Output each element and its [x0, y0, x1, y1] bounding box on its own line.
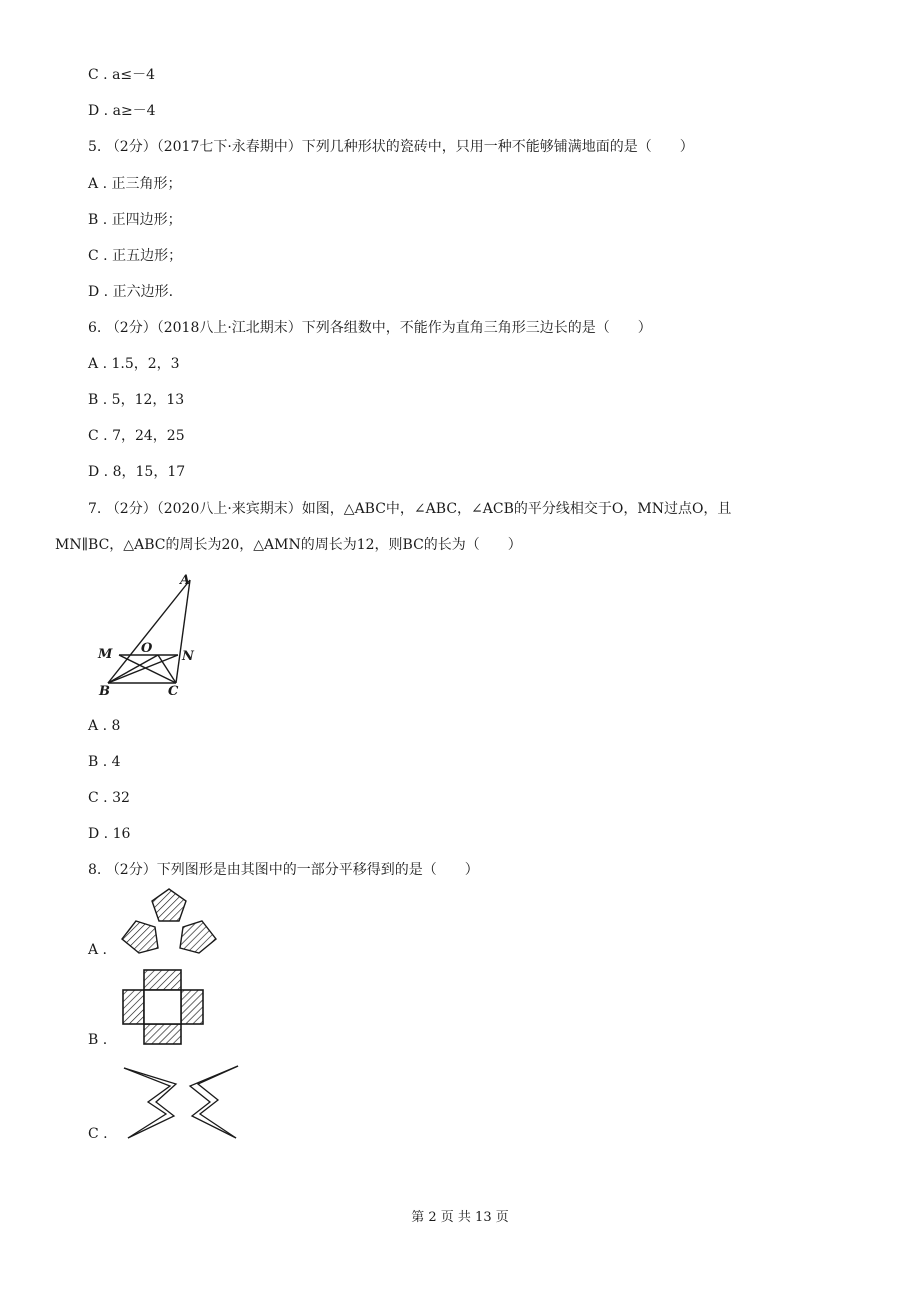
label-a: A — [180, 573, 191, 588]
q6-option-c: C . 7，24，25 — [88, 428, 185, 444]
q7-option-b: B . 4 — [88, 754, 121, 770]
q6-option-a: A . 1.5，2，3 — [88, 356, 180, 372]
question-8-stem: 8. （2分）下列图形是由其图中的一部分平移得到的是（ ） — [88, 862, 479, 878]
label-o: O — [141, 641, 153, 656]
q8-option-a: A . — [88, 942, 108, 958]
q8-option-c: C . — [88, 1126, 108, 1142]
question-5-stem: 5. （2分）（2017七下·永春期中）下列几种形状的瓷砖中，只用一种不能够铺满地面的是（ ） — [88, 139, 694, 155]
option-c-prev: C . a≤－4 — [88, 67, 156, 83]
pentagon-figure — [118, 887, 220, 955]
option-d-prev: D . a≥－4 — [88, 103, 156, 119]
q5-option-c: C . 正五边形； — [88, 248, 183, 264]
q5-option-b: B . 正四边形； — [88, 212, 182, 228]
label-m: M — [98, 647, 113, 662]
triangle-figure — [96, 570, 206, 698]
label-n: N — [182, 649, 194, 664]
q5-option-d: D . 正六边形. — [88, 284, 174, 300]
question-6-stem: 6. （2分）（2018八上·江北期末）下列各组数中，不能作为直角三角形三边长的是（ ） — [88, 320, 652, 336]
q7-option-d: D . 16 — [88, 826, 131, 842]
q5-option-a: A . 正三角形； — [88, 176, 182, 192]
page-footer: 第 2 页 共 13 页 — [411, 1210, 509, 1225]
q6-option-d: D . 8，15，17 — [88, 464, 186, 480]
label-c: C — [168, 684, 179, 698]
q8-option-b: B . — [88, 1032, 108, 1048]
zigzag-figure — [120, 1064, 244, 1142]
question-7-stem-line1: 7. （2分）（2020八上·来宾期末）如图，△ABC中，∠ABC，∠ACB的平分线相交于O，MN过点O，且 — [88, 501, 732, 517]
label-b: B — [99, 684, 110, 698]
question-7-stem-line2: MN∥BC，△ABC的周长为20，△AMN的周长为12，则BC的长为（ ） — [55, 537, 522, 553]
q6-option-b: B . 5，12，13 — [88, 392, 185, 408]
q7-option-c: C . 32 — [88, 790, 130, 806]
cross-squares-figure — [121, 968, 207, 1046]
q7-option-a: A . 8 — [88, 718, 121, 734]
